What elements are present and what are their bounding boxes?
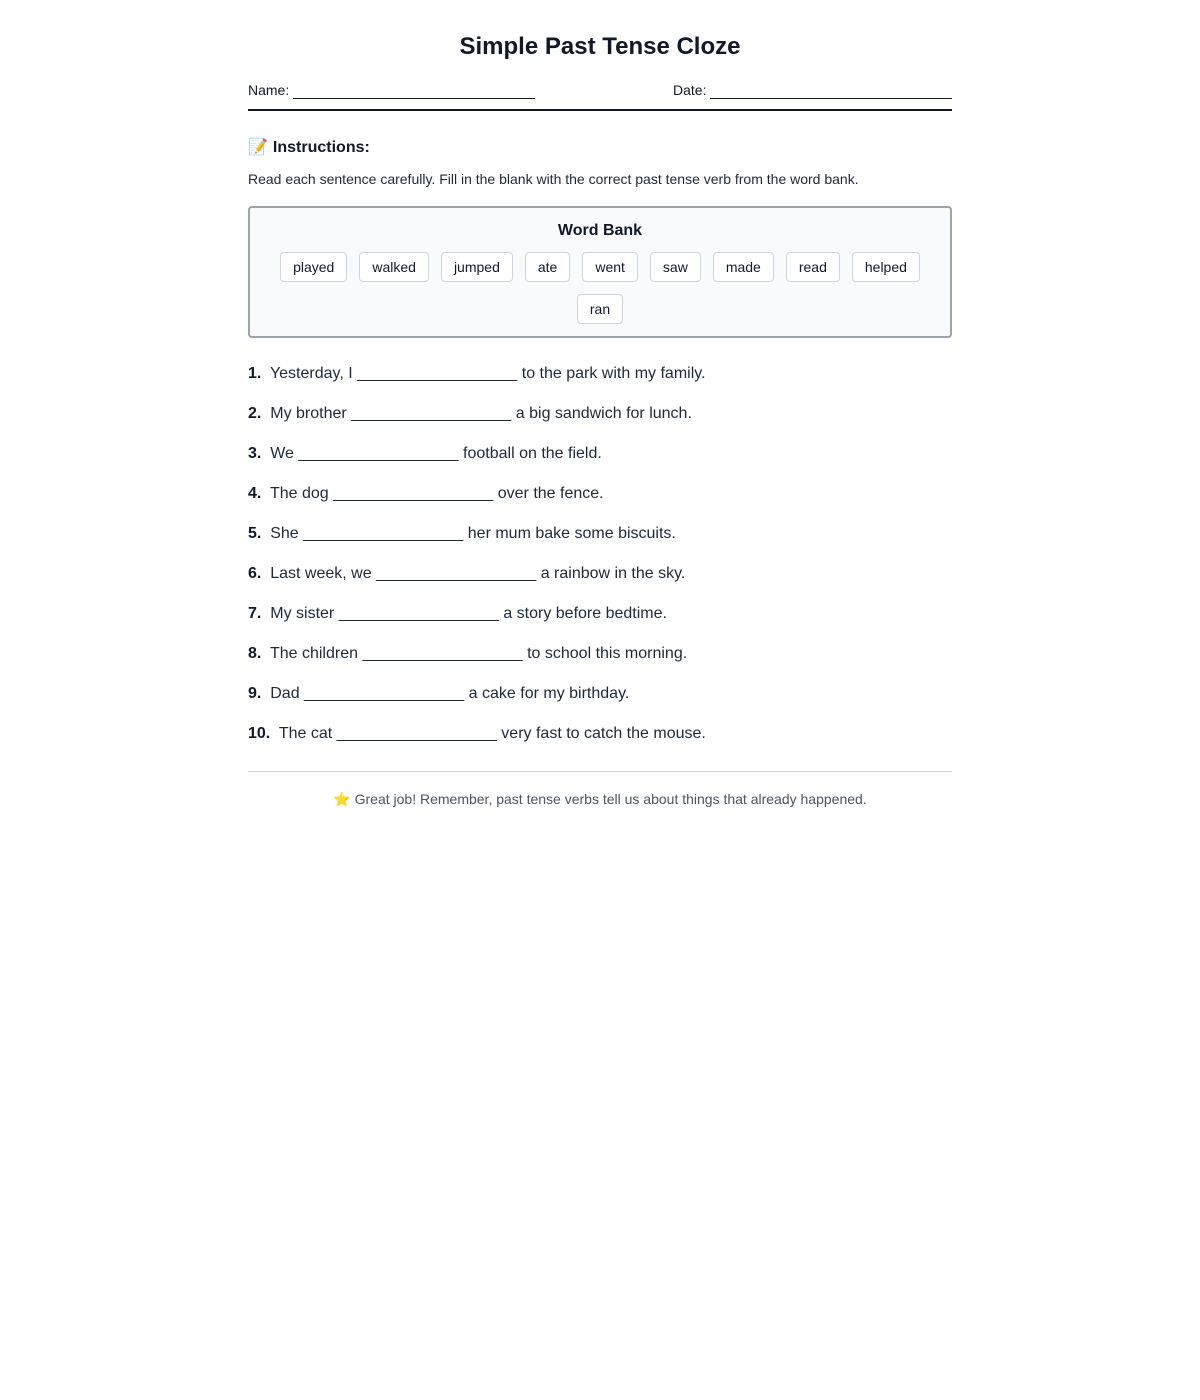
question-item <box>248 404 952 444</box>
question-item <box>248 484 952 524</box>
question-text-before: The children <box>269 645 358 662</box>
instructions-heading-text: Instructions: <box>272 139 370 156</box>
footer-divider <box>248 771 952 772</box>
word-chip-saw: saw <box>650 252 701 282</box>
date-label: Date: <box>673 82 707 98</box>
answer-blank[interactable]: __________________ <box>376 565 537 582</box>
question-list <box>248 364 952 764</box>
star-icon: ⭐ <box>333 791 351 807</box>
word-chip-jumped: jumped <box>441 252 513 282</box>
question-number: 5. <box>248 525 262 542</box>
question-item <box>248 364 952 404</box>
word-bank-title: Word Bank <box>557 222 643 239</box>
word-chip-ran: ran <box>577 294 623 324</box>
name-line[interactable] <box>293 84 535 99</box>
question-text-after: over the fence. <box>497 485 604 502</box>
question-text-before: We <box>270 445 294 462</box>
name-label: Name: <box>248 82 290 98</box>
question-text-after: her mum bake some biscuits. <box>467 525 676 542</box>
question-text-after: a cake for my birthday. <box>468 685 630 702</box>
word-chip-helped: helped <box>852 252 920 282</box>
answer-blank[interactable]: __________________ <box>333 485 494 502</box>
word-bank <box>248 206 952 338</box>
question-number: 2. <box>248 405 262 422</box>
question-item <box>248 564 952 604</box>
question-number: 6. <box>248 565 262 582</box>
question-item <box>248 444 952 484</box>
word-chip-made: made <box>713 252 774 282</box>
question-text-before: The cat <box>278 725 333 742</box>
instructions-text: Read each sentence carefully. Fill in the blank with the correct past tense verb from the word bank. <box>248 171 859 187</box>
question-text-after: football on the field. <box>463 445 602 462</box>
question-item <box>248 684 952 724</box>
name-field <box>248 81 535 99</box>
answer-blank[interactable]: __________________ <box>298 445 459 462</box>
answer-blank[interactable]: __________________ <box>303 525 464 542</box>
name-date-row <box>248 81 952 111</box>
footer-message <box>248 790 952 808</box>
worksheet-page <box>248 0 952 808</box>
question-text-after: a big sandwich for lunch. <box>515 405 692 422</box>
question-text-after: to the park with my family. <box>521 365 706 382</box>
question-text-before: Dad <box>270 685 300 702</box>
date-line[interactable] <box>710 84 952 99</box>
question-text-after: to school this morning. <box>527 645 688 662</box>
word-chip-walked: walked <box>359 252 429 282</box>
question-item <box>248 604 952 644</box>
question-item <box>248 524 952 564</box>
question-text-after: a story before bedtime. <box>503 605 667 622</box>
answer-blank[interactable]: __________________ <box>351 405 512 422</box>
answer-blank[interactable]: __________________ <box>362 645 523 662</box>
question-text-after: a rainbow in the sky. <box>540 565 686 582</box>
question-text-before: She <box>270 525 299 542</box>
question-text-before: My sister <box>270 605 335 622</box>
question-text-before: The dog <box>269 485 329 502</box>
word-chip-ate: ate <box>525 252 570 282</box>
page-title: Simple Past Tense Cloze <box>459 33 741 60</box>
question-number: 8. <box>248 645 262 662</box>
answer-blank[interactable]: __________________ <box>304 685 465 702</box>
date-field <box>673 81 952 99</box>
question-text-before: Last week, we <box>270 565 372 582</box>
word-bank-chips <box>270 252 930 324</box>
word-chip-read: read <box>786 252 840 282</box>
footer-text: Great job! Remember, past tense verbs tell us about things that already happened. <box>354 791 867 807</box>
question-number: 1. <box>248 365 262 382</box>
question-number: 9. <box>248 685 262 702</box>
question-number: 7. <box>248 605 262 622</box>
question-item <box>248 644 952 684</box>
question-number: 4. <box>248 485 262 502</box>
memo-pencil-icon: 📝 <box>248 139 268 156</box>
question-item <box>248 724 952 764</box>
question-text-before: My brother <box>270 405 347 422</box>
word-chip-went: went <box>582 252 638 282</box>
instructions-heading <box>248 138 952 158</box>
question-number: 3. <box>248 445 262 462</box>
answer-blank[interactable]: __________________ <box>336 725 497 742</box>
answer-blank[interactable]: __________________ <box>357 365 518 382</box>
word-chip-played: played <box>280 252 347 282</box>
question-number: 10. <box>248 725 271 742</box>
question-text-before: Yesterday, I <box>269 365 353 382</box>
question-text-after: very fast to catch the mouse. <box>501 725 706 742</box>
answer-blank[interactable]: __________________ <box>338 605 499 622</box>
